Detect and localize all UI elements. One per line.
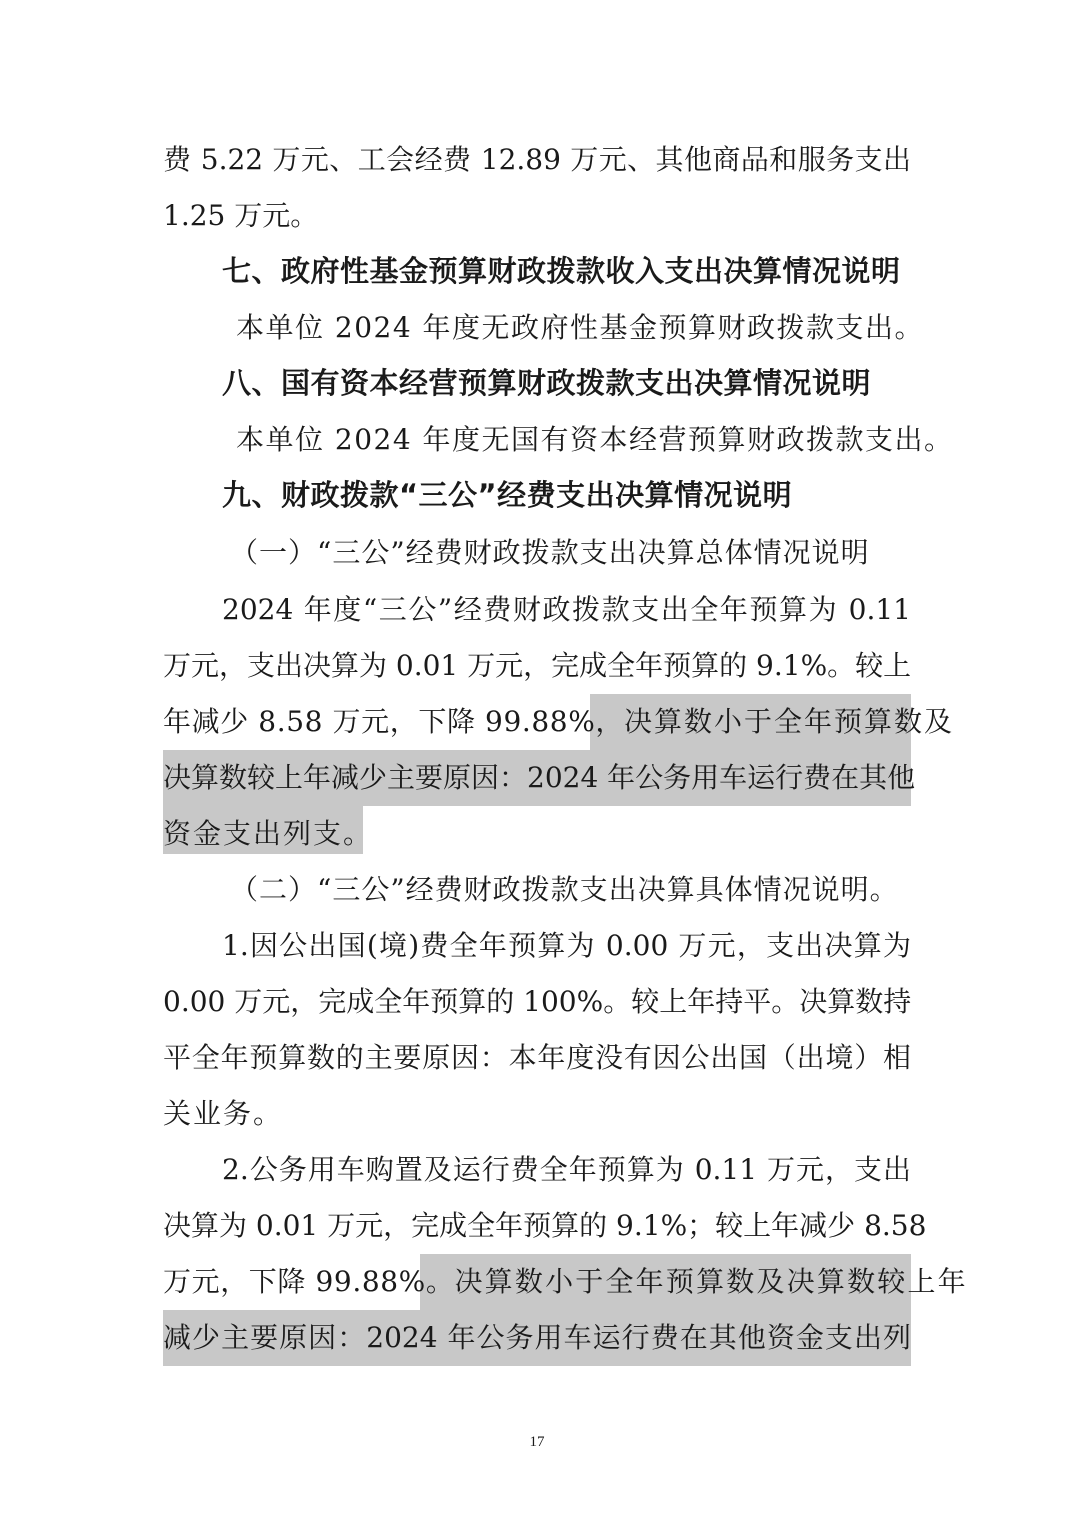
paragraph-line: 0.00 万元，完成全年预算的 100%。较上年持平。决算数持 xyxy=(163,985,912,1018)
paragraph-line: 关业务。 xyxy=(163,1097,284,1130)
paragraph-line xyxy=(163,1254,968,1310)
highlighted-text: 决算数小于全年预算数及 xyxy=(624,705,955,738)
highlighted-text: 减少主要原因：2024 年公务用车运行费在其他资金支出列 xyxy=(163,1321,911,1354)
text-segment: 年减少 8.58 万元，下降 99.88%， xyxy=(163,705,625,738)
paragraph-line: 2.公务用车购置及运行费全年预算为 0.11 万元，支出 xyxy=(222,1153,911,1186)
paragraph-line: 1.25 万元。 xyxy=(163,199,319,232)
text-segment: 万元，下降 99.88%。 xyxy=(163,1265,455,1298)
highlighted-text: 决算数较上年减少主要原因：2024 年公务用车运行费在其他 xyxy=(163,761,916,794)
paragraph-line: 决算为 0.01 万元，完成全年预算的 9.1%；较上年减少 8.58 xyxy=(163,1209,927,1242)
paragraph-line: 本单位 2024 年度无国有资本经营预算财政拨款支出。 xyxy=(236,423,954,456)
subsection-heading-2: （二）“三公”经费财政拨款支出决算具体情况说明。 xyxy=(230,873,899,906)
page-number: 17 xyxy=(529,1434,545,1450)
paragraph-line: 费 5.22 万元、工会经费 12.89 万元、其他商品和服务支出 xyxy=(163,143,911,176)
paragraph-line: 1.因公出国(境)费全年预算为 0.00 万元，支出决算为 xyxy=(222,929,911,962)
paragraph-line: 万元，支出决算为 0.01 万元，完成全年预算的 9.1%。较上 xyxy=(163,649,912,682)
section-heading-9: 九、财政拨款“三公”经费支出决算情况说明 xyxy=(222,478,793,512)
section-heading-8: 八、国有资本经营预算财政拨款支出决算情况说明 xyxy=(222,366,872,400)
paragraph-line: 2024 年度“三公”经费财政拨款支出全年预算为 0.11 xyxy=(222,593,911,626)
subsection-heading-1: （一）“三公”经费财政拨款支出决算总体情况说明 xyxy=(230,536,870,569)
paragraph-line: 本单位 2024 年度无政府性基金预算财政拨款支出。 xyxy=(236,311,925,344)
section-heading-7: 七、政府性基金预算财政拨款收入支出决算情况说明 xyxy=(222,254,901,288)
highlighted-text: 决算数小于全年预算数及决算数较上年 xyxy=(454,1265,968,1298)
highlighted-text: 资金支出列支。 xyxy=(163,817,374,850)
paragraph-line xyxy=(163,694,955,750)
paragraph-line: 平全年预算数的主要原因：本年度没有因公出国（出境）相 xyxy=(163,1041,911,1074)
